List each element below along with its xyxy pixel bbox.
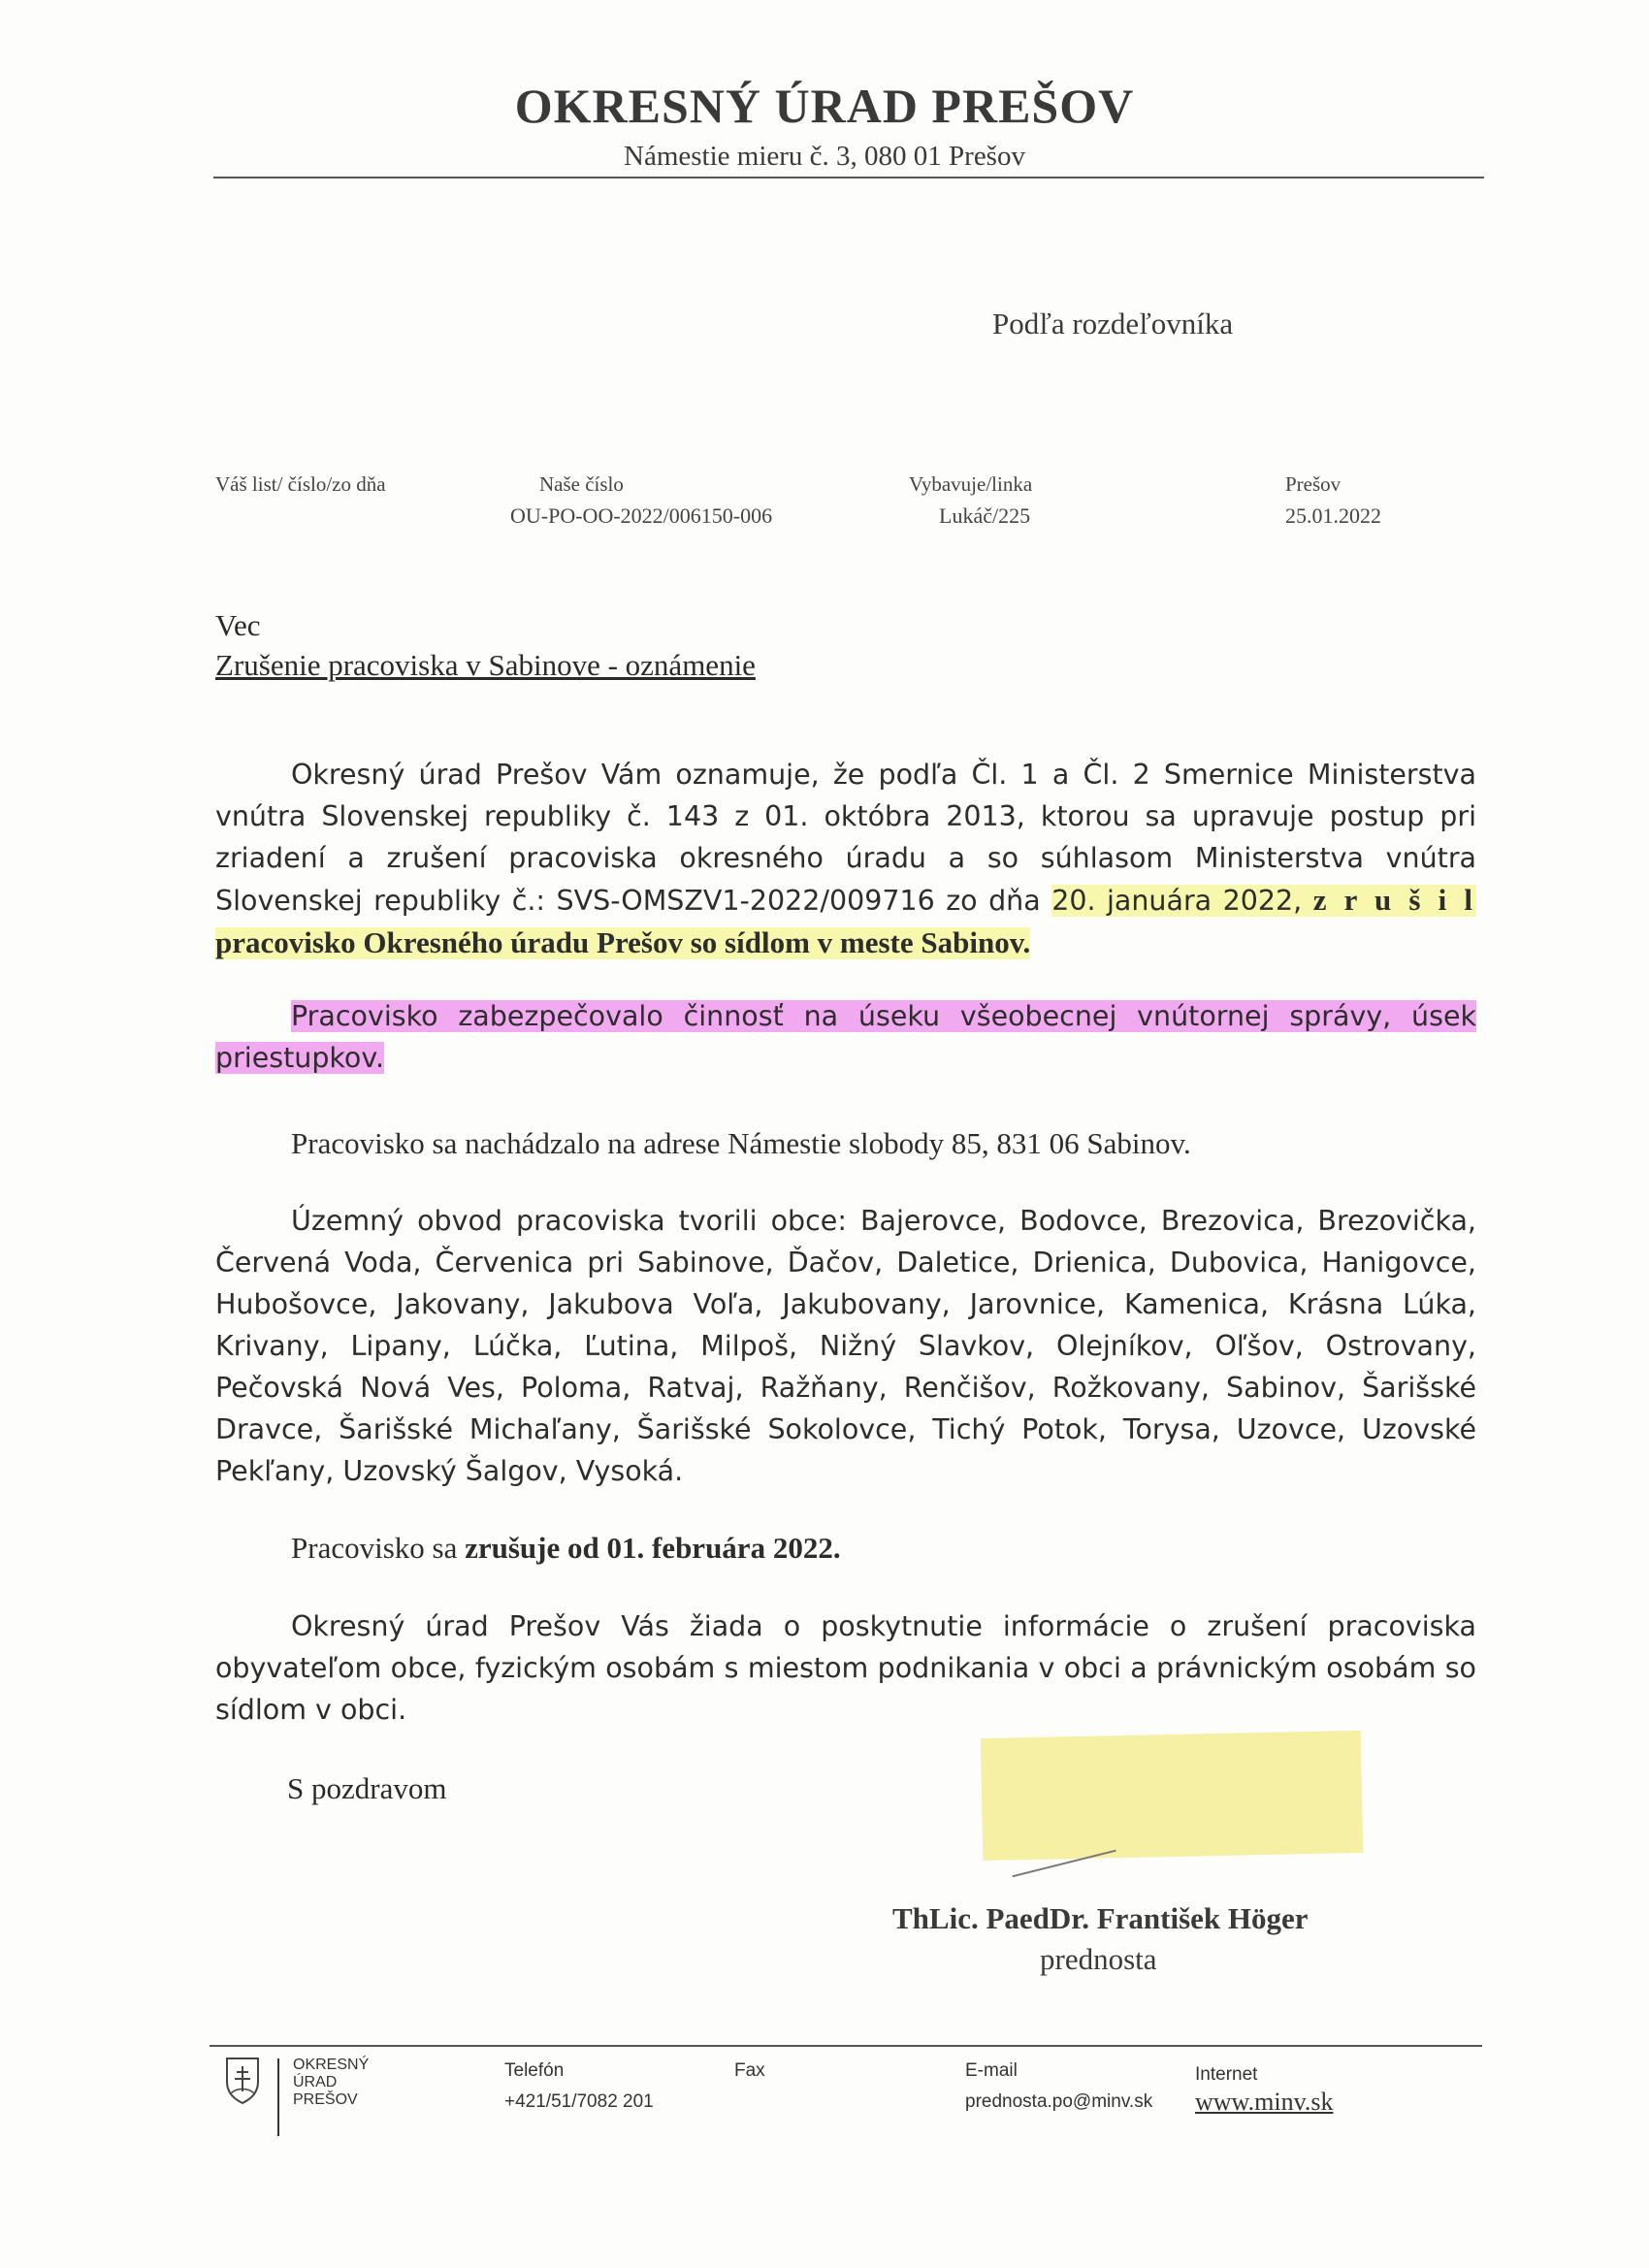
footer-phone-value: +421/51/7082 201 — [504, 2091, 654, 2112]
coat-of-arms-icon — [223, 2055, 262, 2105]
our-number-label: Naše číslo — [539, 472, 624, 496]
office-address: Námestie mieru č. 3, 080 01 Prešov — [624, 141, 1025, 172]
recipient-line: Podľa rozdeľovníka — [992, 307, 1234, 340]
handled-by-value: Lukáč/225 — [939, 503, 1031, 528]
paragraph-announcement — [215, 754, 1476, 964]
paragraph-cancellation-date — [215, 1527, 1476, 1569]
subject-label: Vec — [215, 608, 261, 642]
signer-role: prednosta — [1040, 1942, 1157, 1976]
paragraph-municipalities — [215, 1200, 1476, 1492]
paragraph-activity — [215, 995, 1476, 1079]
footer-phone-label: Telefón — [504, 2060, 565, 2081]
redacted-signature — [981, 1731, 1364, 1861]
footer-org-line3: PREŠOV — [293, 2091, 358, 2108]
signer-name: ThLic. PaedDr. František Höger — [892, 1901, 1309, 1935]
workplace-address-text: Pracovisko sa nachádzalo na adrese Námestie slobody 85, 831 06 Sabinov. — [291, 1126, 1191, 1160]
footer-org-line1: OKRESNÝ — [293, 2057, 370, 2073]
place-label: Prešov — [1285, 472, 1342, 496]
cancelled-workplace: pracovisko Okresného úradu Prešov so sídlom v meste Sabinov. — [215, 925, 1031, 959]
footer-org-name — [293, 2057, 369, 2109]
cancellation-prefix: Pracovisko sa — [291, 1531, 466, 1565]
municipalities-text: Územný obvod pracoviska tvorili obce: Bajerovce, Bodovce, Brezovica, Brezovička, Červená Voda, Červenica pri Sabinove, Ďačov, Daletice, Drienica, Dubovica, Hanigovce, Hubošovce, Jakovany, Jakubova Voľa, Jakubovany, Jarovnice, Kamenica, Krásna Lúka, Krivany, Lipany, Lúčka, Ľutina, Milpoš, Nižný Slavkov, Olejníkov, Oľšov, Ostrovany, Pečovská Nová Ves, Poloma, Ratvaj, Ražňany, Renčišov, Rožkovany, Sabinov, Šarišské Dravce, Šarišské Michaľany, Šarišské Sokolovce, Tichý Potok, Torysa, Uzovce, Uzovské Pekľany, Uzovský Šalgov, Vysoká. — [215, 1205, 1476, 1487]
subject-text: Zrušenie pracoviska v Sabinove - oznámenie — [215, 648, 756, 682]
footer-web-label: Internet — [1195, 2064, 1258, 2085]
cancelled-word: z r u š i l — [1312, 883, 1476, 917]
footer-divider — [210, 2045, 1482, 2047]
announcement-text: Okresný úrad Prešov Vám oznamuje, že podľa Čl. 1 a Čl. 2 Smernice Ministerstva vnútra Slovenskej republiky č. 143 z 01. októbra 2013, ktorou sa upravuje postup pri zriadení a zrušení pracoviska okresného úradu a so súhlasom Ministerstva vnútra Slovenskej republiky č.: SVS-OMSZV1-2022/009716 zo dňa — [215, 759, 1476, 917]
footer-fax-label: Fax — [734, 2060, 765, 2081]
office-title: OKRESNÝ ÚRAD PREŠOV — [514, 79, 1135, 133]
header-divider — [213, 177, 1484, 178]
your-letter-label: Váš list/ číslo/zo dňa — [215, 472, 386, 496]
handled-by-label: Vybavuje/linka — [909, 472, 1033, 496]
activity-text: Pracovisko zabezpečovalo činnosť na úseku všeobecnej vnútornej správy, úsek priestupkov. — [215, 1000, 1476, 1074]
cancellation-date: zrušuje od 01. februára 2022. — [465, 1531, 841, 1565]
footer-web-link[interactable]: www.minv.sk — [1195, 2088, 1334, 2116]
greeting: S pozdravom — [287, 1771, 447, 1805]
request-text: Okresný úrad Prešov Vás žiada o poskytnutie informácie o zrušení pracoviska obyvateľom obce, fyzickým osobám s miestom podnikania v obci a právnickým osobám so sídlom v obci. — [215, 1610, 1476, 1726]
footer-email-label: E-mail — [965, 2060, 1018, 2081]
footer-org-line2: ÚRAD — [293, 2074, 338, 2090]
footer-logo-separator — [277, 2058, 279, 2136]
decision-date: 20. januára 2022, — [1051, 885, 1313, 917]
paragraph-address — [215, 1122, 1476, 1164]
date-value: 25.01.2022 — [1285, 503, 1381, 528]
paragraph-request — [215, 1605, 1476, 1731]
footer-email-value[interactable]: prednosta.po@minv.sk — [965, 2091, 1153, 2112]
our-number-value: OU-PO-OO-2022/006150-006 — [510, 503, 773, 528]
